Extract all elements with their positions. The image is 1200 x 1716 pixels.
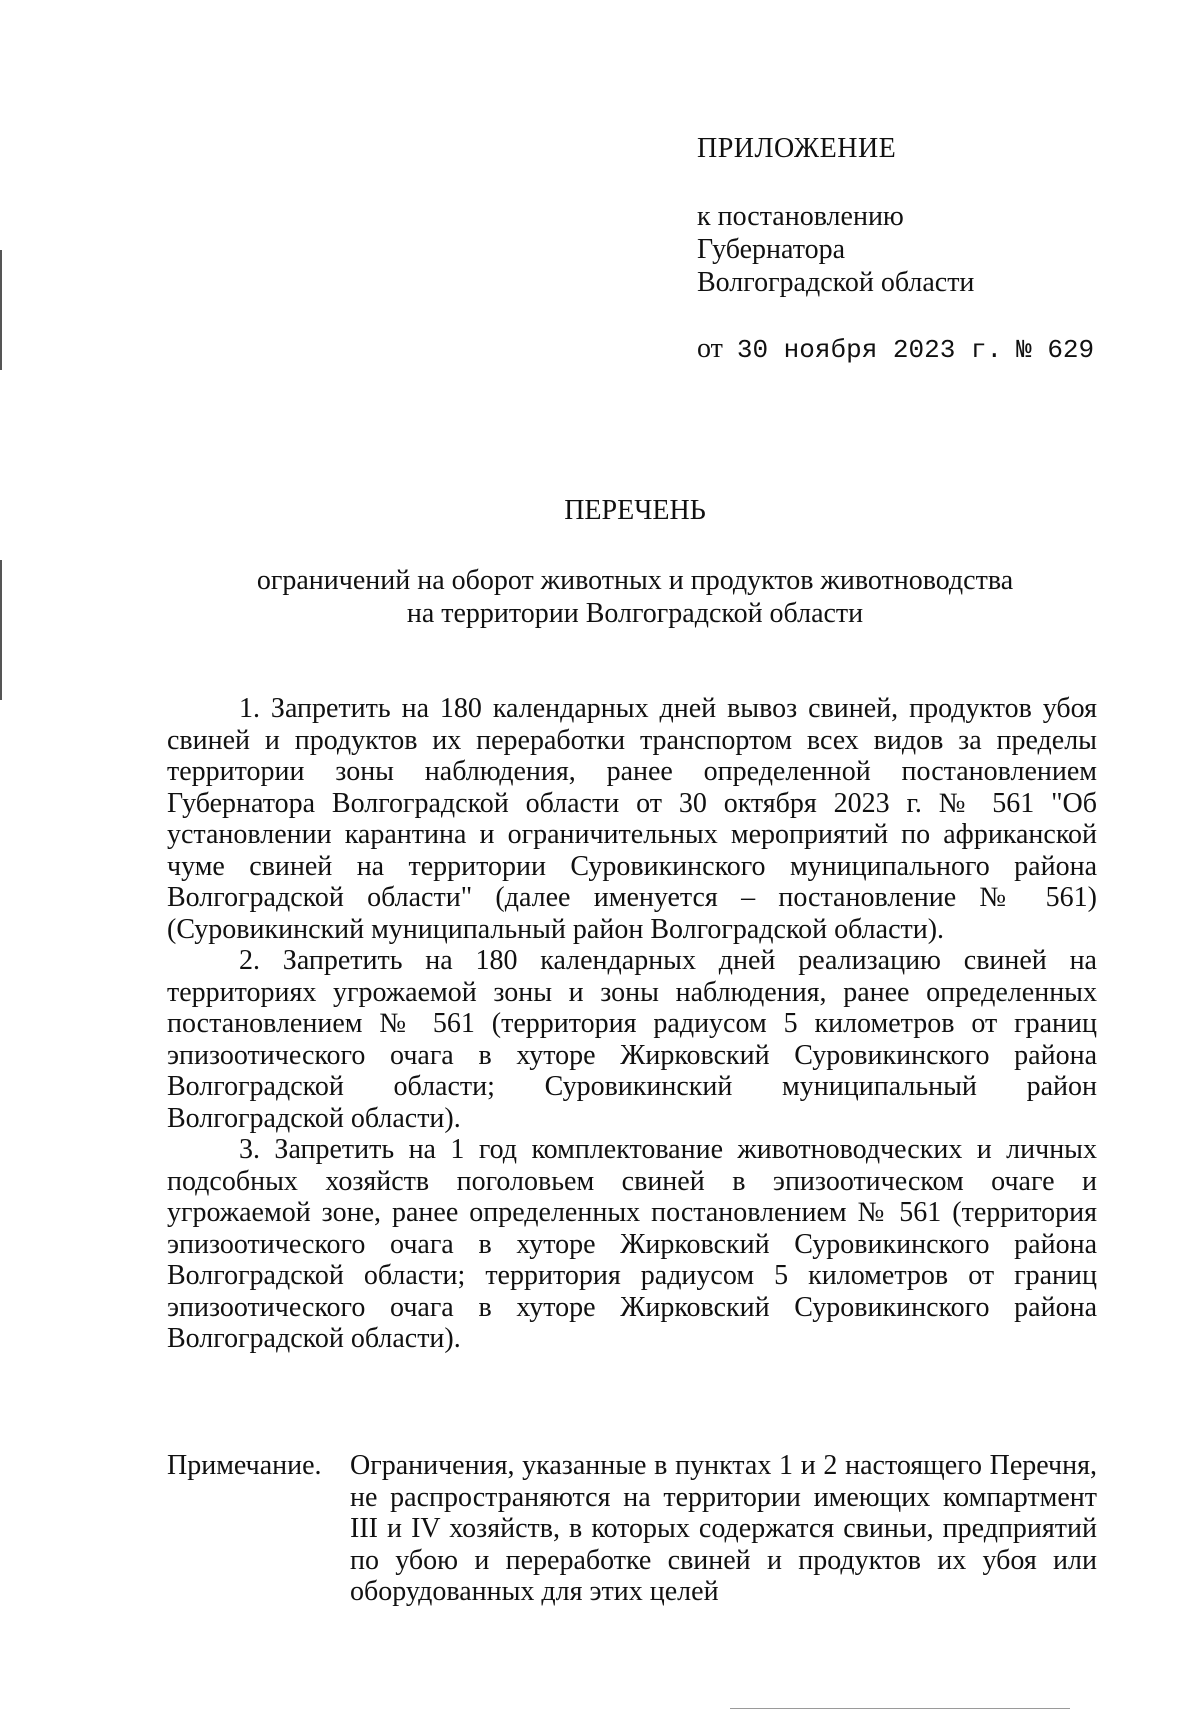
restriction-item-3: 3. Запретить на 1 год комплектование животноводческих и личных подсобных хозяйств поголовьем свиней в эпизоотическом очаге и угрожаемой зоне, ранее определенных постановлением № 561 (территория эпизоотического очага в хуторе Жирковский Суровикинского района Волгоградской области; территория радиусом 5 километров от границ эпизоотического очага в хуторе Жирковский Суровикинского района Волгоградской области). — [167, 1134, 1097, 1354]
document-title: ПЕРЕЧЕНЬ — [564, 495, 706, 526]
date-prefix: от — [697, 333, 723, 364]
subtitle-line: на территории Волгоградской области — [406, 598, 864, 629]
decree-date: 30 ноября 2023 г. — [736, 335, 1003, 365]
document-subtitle — [0, 564, 1200, 630]
appendix-ref-line: Губернатора — [697, 234, 846, 265]
restriction-item-1: 1. Запретить на 180 календарных дней вывоз свиней, продуктов убоя свиней и продуктов их переработки транспортом всех видов за пределы территории зоны наблюдения, ранее определенной постановлением Губернатора Волгоградской области от 30 октября 2023 г. № 561 "Об установлении карантина и ограничительных мероприятий по африканской чуме свиней на территории Суровикинского муниципального района Волгоградской области" (далее именуется – постановление № 561) (Суровикинский муниципальный район Волгоградской области). — [167, 693, 1097, 945]
note-text: Ограничения, указанные в пунктах 1 и 2 настоящего Перечня, не распространяются на территории имеющих компартмент III и IV хозяйств, в которых содержатся свиньи, предприятий по убою и переработке свиней и продуктов их убоя или оборудованных для этих целей — [350, 1450, 1097, 1607]
decree-number: № 629 — [1016, 335, 1095, 365]
restriction-item-2: 2. Запретить на 180 календарных дней реализацию свиней на территориях угрожаемой зоны и зоны наблюдения, ранее определенных постановлением № 561 (территория радиусом 5 километров от границ эпизоотического очага в хуторе Жирковский Суровикинского района Волгоградской области; Суровикинский муниципальный район Волгоградской области). — [167, 945, 1097, 1134]
appendix-ref-line: к постановлению — [697, 201, 904, 232]
note-block — [167, 1450, 1097, 1608]
decree-date-line — [697, 332, 1094, 367]
appendix-ref-line: Волгоградской области — [697, 267, 975, 298]
note-label: Примечание. — [167, 1450, 322, 1481]
restrictions-list — [167, 693, 1097, 1355]
page-bottom-rule — [730, 1708, 1070, 1709]
scan-edge-mark — [0, 250, 2, 370]
appendix-title: ПРИЛОЖЕНИЕ — [697, 133, 897, 164]
subtitle-line: ограничений на оборот животных и продуктов животноводства — [256, 565, 1014, 596]
